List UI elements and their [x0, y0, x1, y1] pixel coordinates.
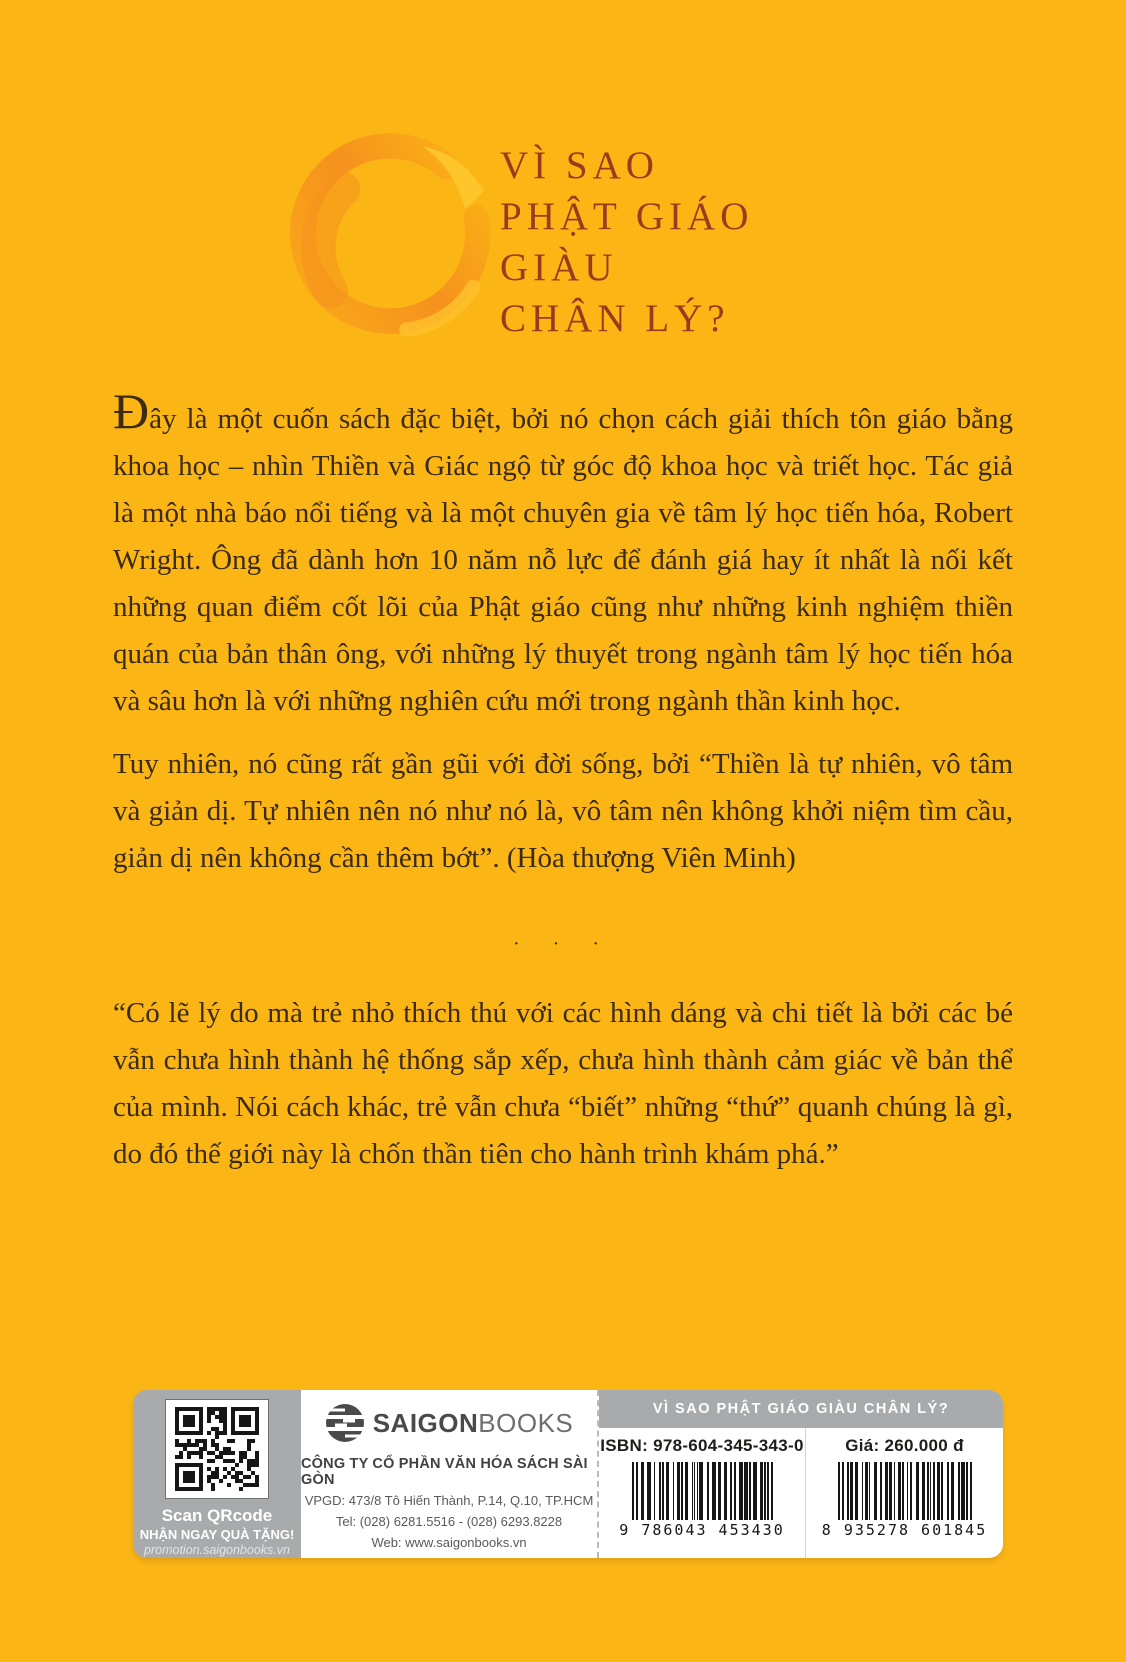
book-title-line: PHẬT GIÁO [500, 195, 754, 238]
qr-code [165, 1399, 269, 1499]
synopsis-quote-paragraph: “Có lẽ lý do mà trẻ nhỏ thích thú với các hình dáng và chi tiết là bởi các bé vẫn chưa hình thành hệ thống sắp xếp, chưa hình thành cảm giác về bản thể của mình. Nói cách khác, trẻ vẫn chưa “biết” những “thứ” quanh chúng là gì, do đó thế giới này là chốn thần tiên cho hành trình khám phá.” [113, 997, 1013, 1170]
isbn-barcode [619, 1462, 784, 1539]
qr-code-icon [175, 1407, 259, 1491]
book-title-line: VÌ SAO [500, 144, 659, 187]
synopsis-paragraph-1: Đây là một cuốn sách đặc biệt, bởi nó chọn cách giải thích tôn giáo bằng khoa học – nhìn Thiền và Giác ngộ từ góc độ khoa học và triết học. Tác giả là một nhà báo nổi tiếng và là một chuyên gia về tâm lý học tiến hóa, Robert Wright. Ông đã dành hơn 10 năm nỗ lực để đánh giá hay ít nhất là nối kết những quan điểm cốt lõi của Phật giáo cũng như những kinh nghiệm thiền quán của bản thân ông, với những lý thuyết trong ngành tâm lý học tiến hóa và sâu hơn là với những nghiên cứu mới trong ngành thần kinh học. [113, 383, 1013, 717]
barcode-bars-icon [838, 1462, 972, 1520]
publisher-footer-bar [133, 1390, 1003, 1558]
isbn-strip-title: VÌ SAO PHẬT GIÁO GIÀU CHÂN LÝ? [599, 1390, 1003, 1428]
isbn-content [599, 1428, 1003, 1558]
barcode-number: 9 786043 453430 [619, 1521, 785, 1539]
brand-bold: SAIGON [372, 1407, 479, 1438]
publisher-website: Web: www.saigonbooks.vn [371, 1535, 527, 1550]
isbn-column [599, 1428, 805, 1558]
price-barcode [822, 1462, 987, 1539]
price-value: Giá: 260.000 đ [845, 1436, 964, 1455]
qr-gift-label: NHẬN NGAY QUÀ TẶNG! [139, 1527, 295, 1542]
price-column [805, 1428, 1003, 1558]
brand-light: BOOKS [478, 1407, 574, 1438]
synopsis-text [113, 383, 1013, 1178]
qr-promo-url: promotion.saigonbooks.vn [144, 1543, 290, 1557]
isbn-panel [597, 1390, 1003, 1558]
book-title-line: GIÀU [500, 246, 618, 289]
qr-scan-label: Scan QRcode [161, 1506, 273, 1525]
barcode-bars-icon [632, 1462, 773, 1520]
enso-logo [284, 128, 508, 352]
dots-separator: · · · [513, 933, 613, 955]
saigonbooks-wordmark [373, 1408, 574, 1439]
isbn-number: ISBN: 978-604-345-343-0 [600, 1436, 804, 1455]
publisher-phone: Tel: (028) 6281.5516 - (028) 6293.8228 [335, 1514, 563, 1529]
barcode-number: 8 935278 601845 [821, 1521, 988, 1539]
saigonbooks-logo-icon [325, 1403, 365, 1443]
saigonbooks-brand [325, 1402, 574, 1444]
book-title-line: CHÂN LÝ? [500, 297, 730, 340]
publisher-address: VPGD: 473/8 Tô Hiến Thành, P.14, Q.10, TP.HCM [304, 1493, 594, 1508]
publisher-panel [301, 1390, 597, 1558]
book-title [500, 140, 753, 344]
synopsis-paragraph-2: Tuy nhiên, nó cũng rất gần gũi với đời sống, bởi “Thiền là tự nhiên, vô tâm và giản dị. Tự nhiên nên nó như nó là, vô tâm nên không khởi niệm tìm cầu, giản dị nên không cần thêm bớt”. (Hòa thượng Viên Minh) [113, 748, 1013, 874]
publisher-company-name: CÔNG TY CỔ PHẦN VĂN HÓA SÁCH SÀI GÒN [301, 1456, 588, 1488]
qr-panel [133, 1390, 301, 1558]
